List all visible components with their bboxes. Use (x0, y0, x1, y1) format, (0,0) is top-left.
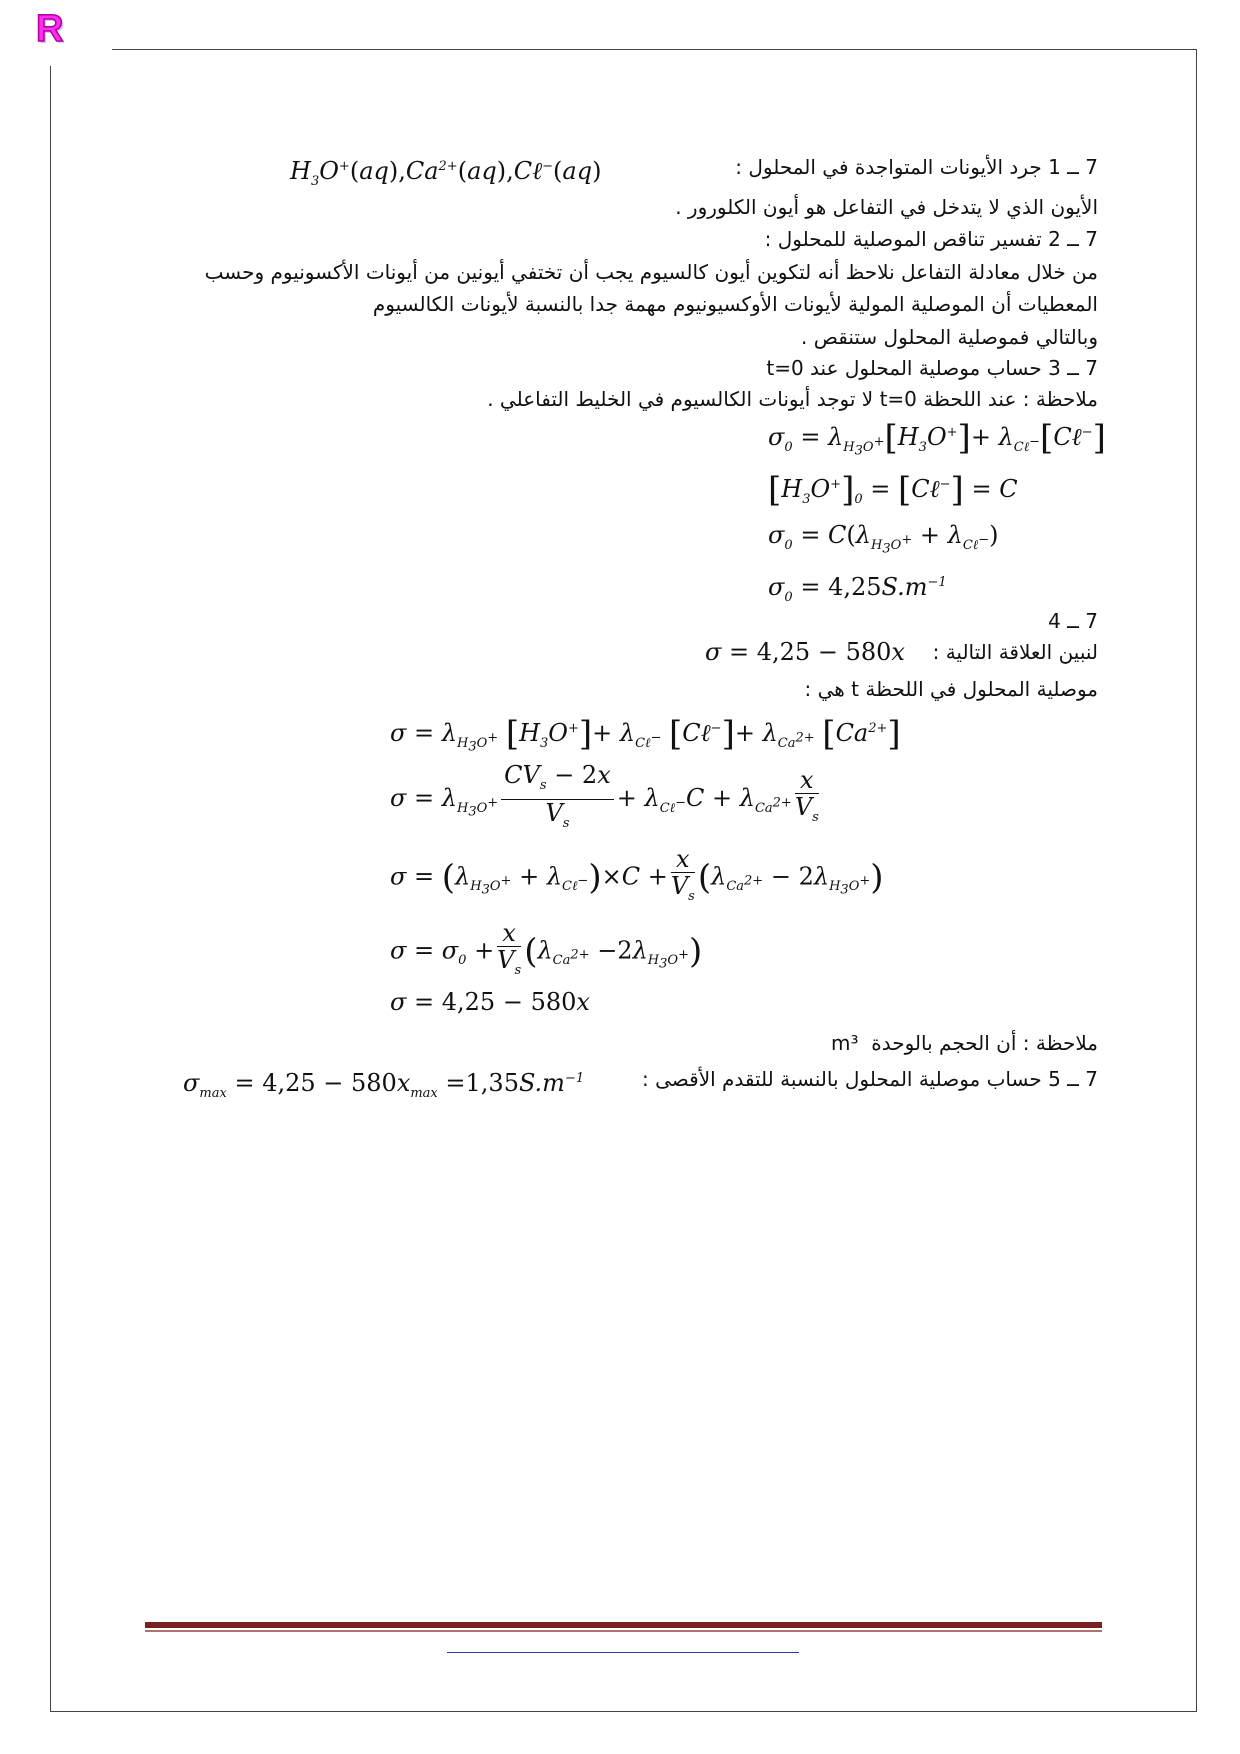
logo: R (36, 8, 64, 50)
initial-concentrations: $[H_3O^+]_0$ = [Cℓ−] = C (768, 470, 1018, 510)
footer-rule-shadow (145, 1630, 1102, 1632)
conductivity-at-t-text: موصلية المحلول في اللحظة t هي : (804, 677, 1098, 701)
section-7-5-heading: 7 ــ 5 حساب موصلية المحلول بالنسبة للتقدم الأقصى : (642, 1067, 1098, 1091)
section-7-2-heading: 7 ــ 2 تفسير تناقص الموصلية للمحلول : (764, 227, 1098, 251)
sigma-max-value: 1,35 (465, 1069, 519, 1097)
sigma0-definition: $\sigma_0 = \lambda_{H_3O^+}[H_3O^+]+$ $\lambda_{C\ell^-}[C\ell^-]$ (768, 418, 1106, 459)
sigma-t-substituted: $\sigma = \lambda_{H_3O^+}$ $CV_s - 2x$ $V_s$ + $\lambda_{C\ell^-}C + \lambda_{Ca^{2+}}$ $\frac{x}{V_s}$ (390, 761, 819, 831)
footer-link-underline[interactable] (447, 1652, 799, 1653)
section-7-3-heading: 7 ــ 3 حساب موصلية المحلول عند t=0 (766, 356, 1098, 380)
sigma-t-final: σ = 4,25 − 580x (390, 988, 590, 1016)
explanation-conclusion: وبالتالي فموصلية المحلول ستنقص . (801, 325, 1098, 349)
sigma-t-definition: $\sigma = \lambda_{H_3O^+}$ $[H_3O^+]+ \lambda_{C\ell^-}$ [Cℓ−]+ $\lambda_{Ca^{2+}}$ $[Ca^{2+}]$ (390, 714, 901, 755)
frame-border-right (1196, 49, 1197, 1712)
relation-to-prove: σ = 4,25 − 580x (705, 638, 905, 666)
sigma0-unit: S.m (881, 573, 928, 601)
section-7-1-heading: 7 ــ 1 جرد الأيونات المتواجدة في المحلول : (735, 155, 1098, 179)
explanation-paragraph: من خلال معادلة التفاعل نلاحظ أنه لتكوين أيون كالسيوم يجب أن تختفي أيونين من أيونات الأكسونيوم وحسب المعطيات أن الموصلية المولية لأيونات الأوكسيونيوم مهمة جدا بالنسبة لأيونات الكالسيوم (204, 260, 1098, 316)
footer-rule (145, 1622, 1102, 1628)
sigma0-factored: $\sigma_0 = C(\lambda_{H_3O^+} + \lambda_{C\ell^-})$ (768, 521, 999, 557)
section-7-4-heading: 7 ــ 4 (1048, 609, 1098, 633)
sigma0-value: 4,25 (828, 573, 882, 601)
note-t0: ملاحظة : عند اللحظة t=0 لا توجد أيونات الكالسيوم في الخليط التفاعلي . (487, 387, 1098, 411)
volume-unit-note (831, 1028, 1098, 1058)
sigma-t-grouped: $\sigma = (\lambda_{H_3O^+} + \lambda_{C\ell^-})\times C$ + $\frac{x}{V_s}$ $(\lambda_{Ca^{2+}} - 2\lambda_{H_3O^+})$ (390, 845, 884, 904)
spectator-ion-text: الأيون الذي لا يتدخل في التفاعل هو أيون الكلورور . (675, 195, 1098, 219)
sigma0-result: $\sigma_0 = 4,25S.m^{-1}$ (768, 573, 947, 605)
frame-border-bottom (50, 1711, 1197, 1712)
slope-value: 580 (845, 638, 892, 666)
volume-unit: m³ (831, 1031, 859, 1055)
volume-unit-note-text: ملاحظة : أن الحجم بالوحدة (871, 1031, 1098, 1055)
sigma-t-simplified: $\sigma = \sigma_0$ + $\frac{x}{V_s}$ $(\lambda_{Ca^{2+}} -2\lambda_{H_3O^+})$ (390, 919, 703, 978)
show-relation-text: لنبين العلاقة التالية : (932, 640, 1098, 664)
ions-list-formula: $H_3O^+(aq),Ca^{2+}(aq),C\ell^-(aq)$ (290, 157, 602, 189)
frame-border-left (50, 66, 51, 1712)
frame-border-top (112, 49, 1197, 50)
sigma-max-result: $\sigma_{max} = 4,25 - 580x_{max} =1,35S.m^{-1}$ (183, 1069, 585, 1101)
